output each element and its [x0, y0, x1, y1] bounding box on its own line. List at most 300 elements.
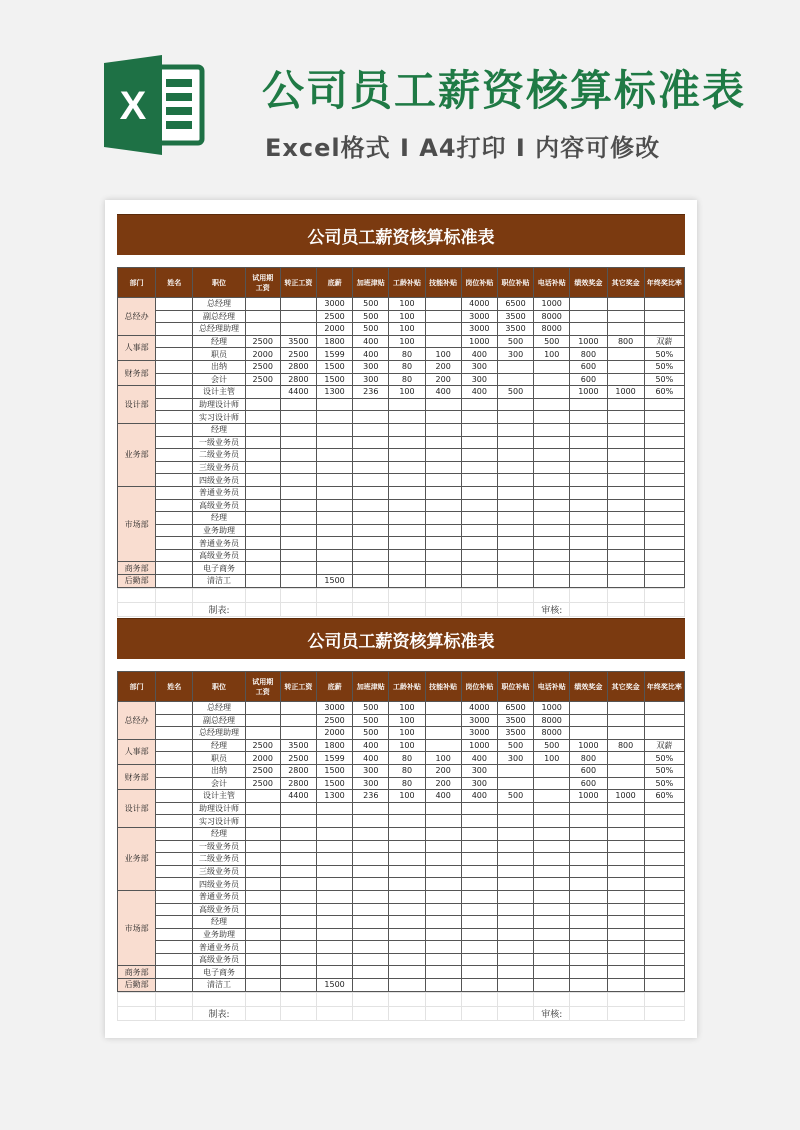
value-cell [607, 499, 644, 512]
value-cell: 1500 [317, 777, 353, 790]
column-header: 电话补贴 [534, 672, 570, 702]
value-cell [644, 979, 684, 992]
table-row [118, 840, 685, 853]
value-cell [425, 537, 461, 550]
footer-cell [118, 588, 156, 602]
value-cell [245, 903, 280, 916]
value-cell: 400 [461, 386, 497, 399]
value-cell: 1500 [317, 360, 353, 373]
department-cell: 财务部 [118, 360, 156, 385]
value-cell [534, 537, 570, 550]
value-cell [425, 966, 461, 979]
position-cell: 清洁工 [193, 979, 245, 992]
value-cell [570, 549, 607, 562]
value-cell [497, 499, 533, 512]
column-header: 工龄补贴 [389, 672, 425, 702]
value-cell: 80 [389, 764, 425, 777]
position-cell: 副总经理 [193, 310, 245, 323]
value-cell [353, 966, 389, 979]
value-cell: 1000 [607, 386, 644, 399]
position-cell: 二级业务员 [193, 853, 245, 866]
value-cell [280, 398, 316, 411]
position-cell: 职员 [193, 348, 245, 361]
value-cell [280, 702, 316, 715]
value-cell [353, 549, 389, 562]
value-cell [461, 474, 497, 487]
value-cell [425, 310, 461, 323]
value-cell [280, 524, 316, 537]
position-cell: 业务助理 [193, 928, 245, 941]
value-cell [389, 499, 425, 512]
column-header: 技能补贴 [425, 672, 461, 702]
position-cell: 一级业务员 [193, 840, 245, 853]
value-cell: 6500 [497, 298, 533, 311]
position-cell: 高级业务员 [193, 953, 245, 966]
value-cell: 4000 [461, 702, 497, 715]
footer-cell [644, 588, 684, 602]
value-cell: 400 [353, 739, 389, 752]
value-cell [280, 878, 316, 891]
table-row [118, 436, 685, 449]
value-cell: 300 [461, 764, 497, 777]
value-cell [497, 853, 533, 866]
column-header: 技能补贴 [425, 268, 461, 298]
footer-row [118, 588, 685, 602]
value-cell [245, 953, 280, 966]
value-cell [534, 840, 570, 853]
footer-cell [156, 588, 193, 602]
table-row [118, 865, 685, 878]
value-cell [317, 512, 353, 525]
value-cell [607, 575, 644, 588]
value-cell [317, 461, 353, 474]
footer-cell [280, 992, 316, 1006]
value-cell [570, 537, 607, 550]
value-cell [245, 928, 280, 941]
employee-name-cell [156, 764, 193, 777]
value-cell: 2500 [317, 714, 353, 727]
value-cell [570, 853, 607, 866]
value-cell: 500 [497, 790, 533, 803]
value-cell: 300 [461, 360, 497, 373]
value-cell [353, 499, 389, 512]
footer-cell [644, 602, 684, 616]
footer-cell [118, 992, 156, 1006]
value-cell [644, 499, 684, 512]
value-cell [461, 436, 497, 449]
column-header: 部门 [118, 268, 156, 298]
value-cell [389, 865, 425, 878]
table-row [118, 878, 685, 891]
value-cell [245, 524, 280, 537]
footer-cell [425, 1006, 461, 1020]
position-cell: 会计 [193, 373, 245, 386]
value-cell [245, 449, 280, 462]
value-cell [425, 562, 461, 575]
value-cell [245, 853, 280, 866]
footer-cell [425, 602, 461, 616]
value-cell: 2500 [245, 360, 280, 373]
table-row [118, 524, 685, 537]
value-cell: 50% [644, 752, 684, 765]
value-cell [461, 878, 497, 891]
excel-logo-letter: X [119, 84, 147, 128]
value-cell [534, 764, 570, 777]
value-cell: 100 [389, 739, 425, 752]
value-cell [280, 423, 316, 436]
value-cell [245, 966, 280, 979]
footer-cell [607, 992, 644, 1006]
value-cell: 500 [353, 298, 389, 311]
value-cell [644, 449, 684, 462]
table-header-row [118, 268, 685, 298]
value-cell [497, 549, 533, 562]
employee-name-cell [156, 373, 193, 386]
value-cell [353, 461, 389, 474]
value-cell [570, 727, 607, 740]
value-cell [280, 903, 316, 916]
department-cell: 业务部 [118, 827, 156, 890]
value-cell: 2500 [245, 764, 280, 777]
value-cell: 2000 [317, 323, 353, 336]
value-cell: 2500 [317, 310, 353, 323]
table-row [118, 298, 685, 311]
value-cell [644, 827, 684, 840]
value-cell: 100 [389, 714, 425, 727]
value-cell [497, 878, 533, 891]
department-cell: 后勤部 [118, 979, 156, 992]
value-cell [280, 916, 316, 929]
value-cell [644, 310, 684, 323]
footer-cell [353, 992, 389, 1006]
value-cell [425, 916, 461, 929]
position-cell: 设计主管 [193, 386, 245, 399]
position-cell: 经理 [193, 739, 245, 752]
column-header: 职位 [193, 268, 245, 298]
value-cell [353, 802, 389, 815]
value-cell [245, 916, 280, 929]
value-cell [534, 865, 570, 878]
value-cell [245, 461, 280, 474]
value-cell [389, 941, 425, 954]
value-cell: 80 [389, 373, 425, 386]
value-cell [570, 398, 607, 411]
value-cell [280, 575, 316, 588]
value-cell [245, 790, 280, 803]
footer-cell [118, 1006, 156, 1020]
value-cell [317, 941, 353, 954]
value-cell [570, 941, 607, 954]
value-cell: 2800 [280, 373, 316, 386]
footer-cell [317, 588, 353, 602]
table-row [118, 790, 685, 803]
table-row [118, 727, 685, 740]
table-row [118, 928, 685, 941]
value-cell: 80 [389, 360, 425, 373]
value-cell: 300 [353, 777, 389, 790]
value-cell [461, 461, 497, 474]
value-cell [317, 411, 353, 424]
value-cell: 100 [389, 727, 425, 740]
value-cell [280, 486, 316, 499]
value-cell: 2500 [245, 739, 280, 752]
value-cell [570, 802, 607, 815]
department-cell: 后勤部 [118, 575, 156, 588]
value-cell: 300 [353, 360, 389, 373]
value-cell [644, 537, 684, 550]
value-cell [534, 890, 570, 903]
employee-name-cell [156, 537, 193, 550]
table-row [118, 386, 685, 399]
value-cell [389, 486, 425, 499]
value-cell [570, 815, 607, 828]
value-cell [644, 461, 684, 474]
value-cell [570, 323, 607, 336]
value-cell [280, 966, 316, 979]
salary-table [117, 671, 685, 992]
value-cell [245, 398, 280, 411]
value-cell: 3500 [497, 714, 533, 727]
position-cell: 出纳 [193, 360, 245, 373]
value-cell: 8000 [534, 310, 570, 323]
value-cell [644, 966, 684, 979]
value-cell [497, 486, 533, 499]
value-cell: 800 [570, 752, 607, 765]
table-row [118, 499, 685, 512]
value-cell: 300 [497, 752, 533, 765]
value-cell [317, 928, 353, 941]
value-cell: 100 [425, 348, 461, 361]
footer-cell [389, 992, 425, 1006]
value-cell [245, 865, 280, 878]
value-cell [607, 966, 644, 979]
value-cell [534, 474, 570, 487]
value-cell [280, 890, 316, 903]
value-cell [245, 727, 280, 740]
employee-name-cell [156, 348, 193, 361]
value-cell [245, 714, 280, 727]
table-row [118, 815, 685, 828]
footer-cell [317, 992, 353, 1006]
value-cell [389, 953, 425, 966]
position-cell: 业务助理 [193, 524, 245, 537]
value-cell: 1800 [317, 739, 353, 752]
value-cell [607, 486, 644, 499]
footer-cell [534, 992, 570, 1006]
value-cell [570, 979, 607, 992]
value-cell [317, 827, 353, 840]
footer-cell [280, 588, 316, 602]
position-cell: 普通业务员 [193, 486, 245, 499]
value-cell [389, 512, 425, 525]
value-cell [389, 853, 425, 866]
value-cell [497, 865, 533, 878]
value-cell: 1000 [607, 790, 644, 803]
value-cell [607, 702, 644, 715]
value-cell: 300 [461, 373, 497, 386]
value-cell [425, 802, 461, 815]
column-header: 工龄补贴 [389, 268, 425, 298]
employee-name-cell [156, 840, 193, 853]
value-cell: 1000 [534, 702, 570, 715]
value-cell [317, 815, 353, 828]
value-cell: 3000 [317, 298, 353, 311]
position-cell: 实习设计师 [193, 815, 245, 828]
table-header-row [118, 672, 685, 702]
value-cell: 3500 [497, 323, 533, 336]
value-cell [534, 499, 570, 512]
value-cell: 600 [570, 777, 607, 790]
department-cell: 人事部 [118, 335, 156, 360]
value-cell [607, 461, 644, 474]
column-header: 试用期工资 [245, 672, 280, 702]
value-cell [570, 840, 607, 853]
value-cell [245, 298, 280, 311]
footer-cell [245, 1006, 280, 1020]
value-cell [280, 928, 316, 941]
value-cell: 400 [353, 752, 389, 765]
position-cell: 普通业务员 [193, 941, 245, 954]
value-cell: 3000 [461, 714, 497, 727]
value-cell [280, 840, 316, 853]
column-header: 试用期工资 [245, 268, 280, 298]
value-cell [389, 878, 425, 891]
column-header: 转正工资 [280, 268, 316, 298]
value-cell [245, 386, 280, 399]
value-cell [607, 941, 644, 954]
prepared-by-label: 制表: [193, 1006, 245, 1020]
value-cell [534, 449, 570, 462]
column-header: 绩效奖金 [570, 672, 607, 702]
position-cell: 总经理助理 [193, 727, 245, 740]
value-cell [534, 928, 570, 941]
department-cell: 财务部 [118, 764, 156, 789]
footer-cell [570, 602, 607, 616]
value-cell [461, 486, 497, 499]
value-cell [353, 398, 389, 411]
value-cell [389, 398, 425, 411]
value-cell [607, 298, 644, 311]
value-cell [644, 702, 684, 715]
value-cell [353, 474, 389, 487]
value-cell [644, 890, 684, 903]
value-cell [607, 764, 644, 777]
value-cell [280, 298, 316, 311]
value-cell [461, 549, 497, 562]
footer-cell [607, 1006, 644, 1020]
value-cell [425, 298, 461, 311]
value-cell: 8000 [534, 714, 570, 727]
value-cell [245, 486, 280, 499]
footer-cell [389, 588, 425, 602]
footer-cell [425, 588, 461, 602]
value-cell [607, 853, 644, 866]
value-cell [389, 903, 425, 916]
value-cell [644, 486, 684, 499]
value-cell [607, 815, 644, 828]
value-cell [353, 953, 389, 966]
value-cell: 100 [389, 310, 425, 323]
value-cell: 2000 [317, 727, 353, 740]
value-cell [461, 840, 497, 853]
employee-name-cell [156, 449, 193, 462]
footer-cell [461, 1006, 497, 1020]
value-cell [497, 461, 533, 474]
footer-cell [497, 992, 533, 1006]
value-cell [389, 815, 425, 828]
value-cell [425, 878, 461, 891]
value-cell [245, 562, 280, 575]
employee-name-cell [156, 386, 193, 399]
table-row [118, 423, 685, 436]
value-cell [644, 815, 684, 828]
value-cell [389, 916, 425, 929]
value-cell [461, 928, 497, 941]
employee-name-cell [156, 714, 193, 727]
table-row [118, 966, 685, 979]
excel-logo-icon [100, 55, 210, 155]
position-cell: 三级业务员 [193, 865, 245, 878]
value-cell: 600 [570, 764, 607, 777]
value-cell: 500 [353, 702, 389, 715]
value-cell [497, 928, 533, 941]
position-cell: 助理设计师 [193, 398, 245, 411]
value-cell [353, 916, 389, 929]
column-header: 职位补贴 [497, 268, 533, 298]
value-cell [607, 537, 644, 550]
position-cell: 高级业务员 [193, 903, 245, 916]
value-cell [534, 423, 570, 436]
value-cell [245, 423, 280, 436]
column-header: 其它奖金 [607, 268, 644, 298]
value-cell [389, 979, 425, 992]
value-cell [389, 524, 425, 537]
position-cell: 经理 [193, 916, 245, 929]
value-cell [497, 537, 533, 550]
footer-cell [118, 602, 156, 616]
value-cell [353, 979, 389, 992]
value-cell [644, 853, 684, 866]
value-cell [570, 916, 607, 929]
value-cell: 500 [497, 335, 533, 348]
value-cell [245, 549, 280, 562]
employee-name-cell [156, 310, 193, 323]
value-cell: 3500 [280, 335, 316, 348]
value-cell [497, 474, 533, 487]
value-cell [461, 802, 497, 815]
value-cell [245, 878, 280, 891]
footer-cell [607, 588, 644, 602]
value-cell [245, 815, 280, 828]
value-cell [425, 727, 461, 740]
value-cell [353, 853, 389, 866]
position-cell: 设计主管 [193, 790, 245, 803]
value-cell [317, 423, 353, 436]
value-cell [644, 928, 684, 941]
value-cell: 500 [497, 739, 533, 752]
value-cell [644, 941, 684, 954]
value-cell [534, 436, 570, 449]
value-cell: 400 [353, 335, 389, 348]
employee-name-cell [156, 890, 193, 903]
value-cell [497, 966, 533, 979]
table-row [118, 777, 685, 790]
value-cell [353, 941, 389, 954]
value-cell [317, 890, 353, 903]
footer-cell [570, 992, 607, 1006]
value-cell: 2500 [245, 335, 280, 348]
value-cell: 1500 [317, 979, 353, 992]
